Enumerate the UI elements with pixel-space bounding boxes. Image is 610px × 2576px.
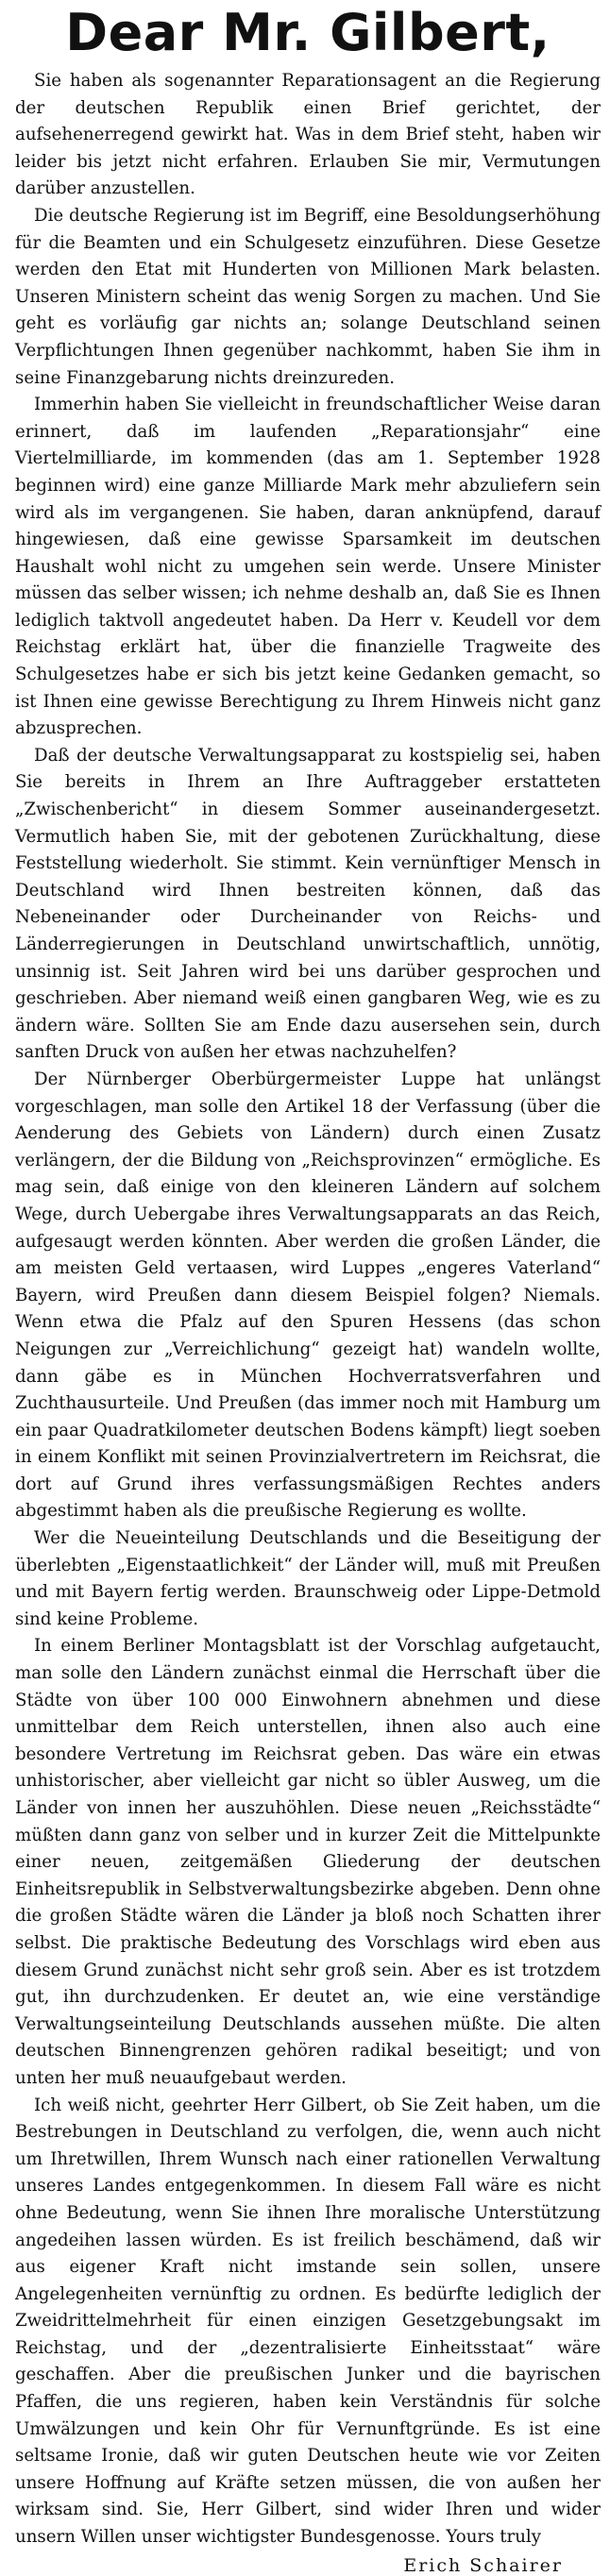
paragraph-7: In einem Berliner Montagsblatt ist der Vorschlag aufgetaucht, man solle den Ländern zunächst einmal die Herrschaft über die Städte von über 100 000 Einwohnern abnehmen und diese unmittelbar dem Reich unterstellen, ihnen also auch eine besondere Vertretung im Reichsrat geben. Das wäre ein etwas unhistorischer, aber vielleicht gar nicht so übler Ausweg, um die Länder von innen her auszuhöhlen. Diese neuen „Reichsstädte“ müßten dann ganz von selber und in kurzer Zeit die Mittelpunkte einer neuen, zeitgemäßen Gliederung der deutschen Einheitsrepublik in Selbstverwaltungsbezirke abgeben. Denn ohne die großen Städte wären die Länder ja bloß noch Schatten ihrer selbst. Die praktische Bedeutung des Vorschlags wird eben aus diesem Grund zunächst nicht sehr groß sein. Aber es ist trotzdem gut, ihn durchzudenken. Er deutet an, wie eine verständige Verwaltungseinteilung Deutschlands aussehen müßte. Die alten deutschen Binnengrenzen gehören radikal beseitigt; und von unten her muß neuaufgebaut werden.	[15, 1636, 601, 2088]
paragraph-2: Die deutsche Regierung ist im Begriff, eine Besoldungserhöhung für die Beamten und ein Schulgesetz einzuführen. Diese Gesetze werden den Etat mit Hunderten von Millionen Mark belasten. Unseren Ministern scheint das wenig Sorgen zu machen. Und Sie geht es vorläufig gar nichts an; solange Deutschland seinen Verpflichtungen Ihnen gegenüber nachkommt, haben Sie ihm in seine Finanzgebarung nichts dreinzureden.	[15, 205, 601, 388]
paragraph-8: Ich weiß nicht, geehrter Herr Gilbert, ob Sie Zeit haben, um die Bestrebungen in Deutschland zu verfolgen, die, wenn auch nicht um Ihretwillen, Ihrem Wunsch nach einer rationellen Verwaltung unseres Landes entgegenkommen. In diesem Fall wäre es nicht ohne Bedeutung, wenn Sie ihnen Ihre moralische Unterstützung angedeihen lassen würden. Es ist freilich beschämend, daß wir aus eigener Kraft nicht imstande sein sollen, unsere Angelegenheiten vernünftig zu ordnen. Es bedürfte lediglich der Zweidrittelmehrheit für einen einzigen Gesetzgebungsakt im Reichstag, und der „dezentralisierte Einheitsstaat“ wäre geschaffen. Aber die preußischen Junker und die bayrischen Pfaffen, die uns regieren, haben kein Verständnis für solche Umwälzungen und kein Ohr für Vernunftgründe. Es ist eine seltsame Ironie, daß wir guten Deutschen heute wie vor Zeiten unsere Hoffnung auf Kräfte setzen müssen, die von außen her wirksam sind. Sie, Herr Gilbert, sind wider Ihren und wider unsern Willen unser wichtigster Bundesgenosse. Yours truly	[15, 2095, 601, 2548]
paragraph-1: Sie haben als sogenannter Reparationsagent an die Regierung der deutschen Republik einen Brief gerichtet, der aufsehenerregend gewirkt hat. Was in dem Brief steht, haben wir leider bis jetzt nicht erfahren. Erlauben Sie mir, Vermutungen darüber anzustellen.	[15, 71, 601, 199]
paragraph-5: Der Nürnberger Oberbürgermeister Luppe hat unlängst vorgeschlagen, man solle den Artikel 18 der Verfassung (über die Aenderung des Gebiets von Ländern) durch einen Zusatz verlängern, der die Bildung von „Reichsprovinzen“ ermögliche. Es mag sein, daß einige von den kleineren Ländern auf solchem Wege, durch Uebergabe ihres Verwaltungsapparats an das Reich, aufgesaugt werden könnten. Aber werden die großen Länder, die am meisten Geld vertaasen, wird Luppes „engeres Vaterland“ Bayern, wird Preußen dann diesem Beispiel folgen? Niemals. Wenn etwa die Pfalz auf den Spuren Hessens (das schon Neigungen zur „Verreichlichung“ gezeigt hat) wandeln wollte, dann gäbe es in München Hochverratsverfahren und Zuchthausurteile. Und Preußen (das immer noch mit Hamburg um ein paar Quadratkilometer deutschen Bodens kämpft) liegt soeben in einem Konflikt mit seinen Provinzialvertretern im Reichsrat, die dort auf Grund ihres verfassungsmäßigen Rechtes anders abgestimmt haben als die preußische Regierung es wollte.	[15, 1069, 601, 1522]
paragraph-3: Immerhin haben Sie vielleicht in freundschaftlicher Weise daran erinnert, daß im laufenden „Reparationsjahr“ eine Viertelmilliarde, im kommenden (das am 1. September 1928 beginnen wird) eine ganze Milliarde Mark mehr abzuliefern sein wird als im vergangenen. Sie haben, daran anknüpfend, darauf hingewiesen, daß eine gewisse Sparsamkeit im deutschen Haushalt wohl nicht zu umgehen sein werde. Unsere Minister müssen das selber wissen; ich nehme deshalb an, daß Sie es Ihnen lediglich taktvoll angedeutet haben. Da Herr v. Keudell vor dem Reichstag erklärt hat, über die finanzielle Tragweite des Schulgesetzes habe er sich bis jetzt keine Gedanken gemacht, so ist Ihnen eine gewisse Berechtigung zu Ihrem Hinweis nicht ganz abzusprechen.	[15, 395, 601, 739]
paragraph-6: Wer die Neueinteilung Deutschlands und die Beseitigung der überlebten „Eigenstaatlichkeit“ der Länder will, muß mit Preußen und mit Bayern fertig werden. Braunschweig oder Lippe-Detmold sind keine Probleme.	[15, 1528, 601, 1629]
paragraph-4: Daß der deutsche Verwaltungsapparat zu kostspielig sei, haben Sie bereits in Ihrem an Ihre Auftraggeber erstatteten „Zwischenbericht“ in diesem Sommer auseinandergesetzt. Vermutlich haben Sie, mit der gebotenen Zurückhaltung, diese Feststellung wiederholt. Sie stimmt. Kein vernünftiger Mensch in Deutschland wird Ihnen bestreiten können, daß das Nebeneinander oder Durcheinander von Reichs- und Länderregierungen in Deutschland unwirtschaftlich, unnötig, unsinnig ist. Seit Jahren wird bei uns darüber gesprochen und geschrieben. Aber niemand weiß einen gangbaren Weg, wie es zu ändern wäre. Sollten Sie am Ende dazu ausersehen sein, durch sanften Druck von außen her etwas nachzuhelfen?	[15, 745, 601, 1063]
letter-body	[15, 68, 601, 2551]
headline: Dear Mr. Gilbert,	[65, 3, 551, 62]
signature: Erich Schairer	[403, 2554, 563, 2576]
